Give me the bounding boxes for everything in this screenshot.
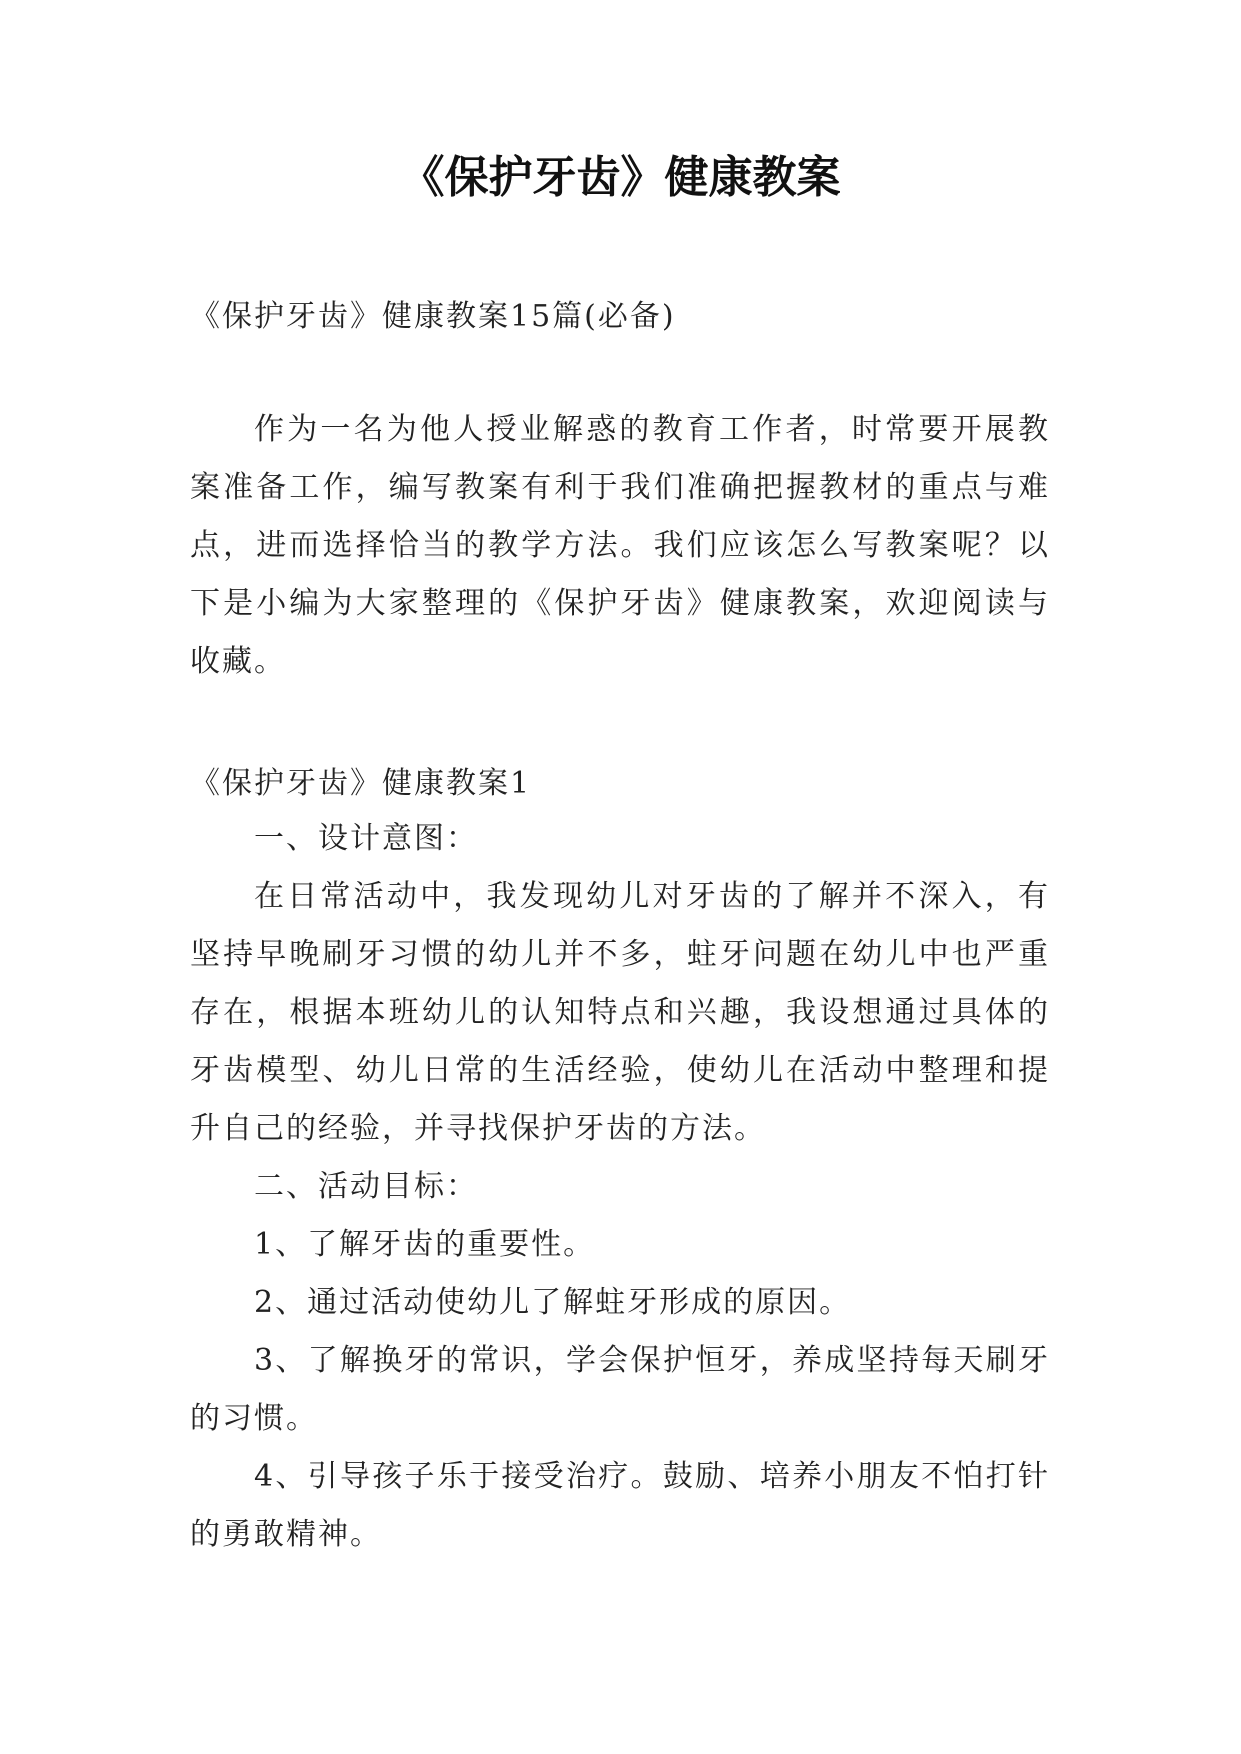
section-content [190, 810, 1050, 1564]
intro-paragraph: 作为一名为他人授业解惑的教育工作者，时常要开展教案准备工作，编写教案有利于我们准确把握教材的重点与难点，进而选择恰当的教学方法。我们应该怎么写教案呢？以下是小编为大家整理的《保护牙齿》健康教案，欢迎阅读与收藏。 [190, 412, 1050, 679]
goal-item-2: 2、通过活动使幼儿了解蛀牙形成的原因。 [254, 1285, 852, 1320]
heading-design-intent: 一、设计意图： [254, 821, 478, 856]
design-intent-paragraph: 在日常活动中，我发现幼儿对牙齿的了解并不深入，有坚持早晚刷牙习惯的幼儿并不多，蛀牙问题在幼儿中也严重存在，根据本班幼儿的认知特点和兴趣，我设想通过具体的牙齿模型、幼儿日常的生活经验，使幼儿在活动中整理和提升自己的经验，并寻找保护牙齿的方法。 [190, 879, 1050, 1146]
goal-item-4: 4、引导孩子乐于接受治疗。鼓励、培养小朋友不怕打针的勇敢精神。 [190, 1459, 1050, 1552]
goal-item-1: 1、了解牙齿的重要性。 [254, 1227, 596, 1262]
goal-item-3: 3、了解换牙的常识，学会保护恒牙，养成坚持每天刷牙的习惯。 [190, 1343, 1050, 1436]
document-subtitle: 《保护牙齿》健康教案15篇(必备) [190, 299, 676, 334]
section-title: 《保护牙齿》健康教案1 [190, 766, 532, 801]
document-title: 《保护牙齿》健康教案 [400, 152, 841, 203]
heading-activity-goals: 二、活动目标： [254, 1169, 478, 1204]
